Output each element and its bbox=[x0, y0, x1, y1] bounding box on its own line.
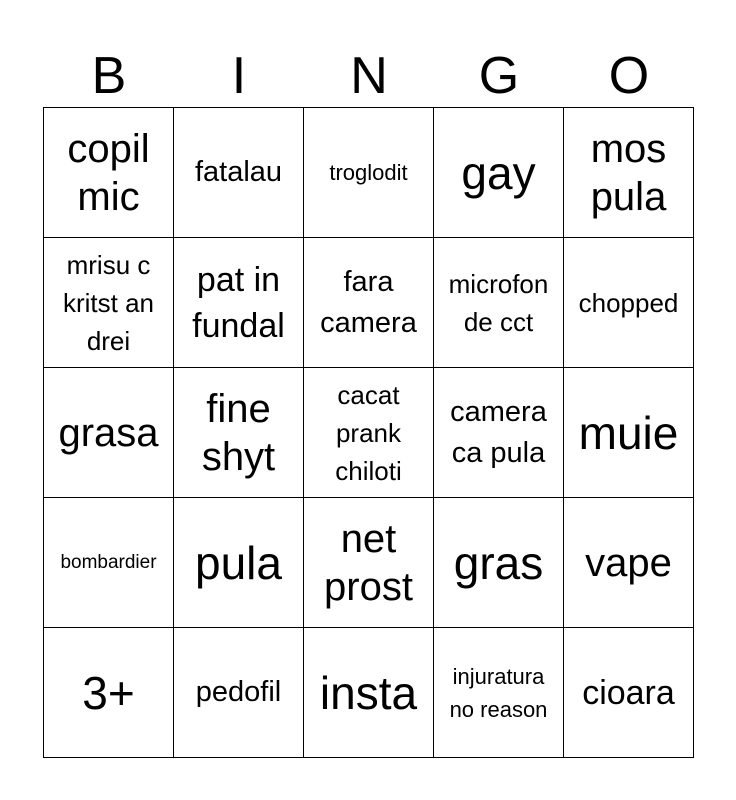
header-letter-g: G bbox=[478, 47, 520, 105]
cell-text: pedofil bbox=[195, 676, 282, 708]
cell-text: microfon de cct bbox=[448, 268, 549, 337]
cell-text: net prost bbox=[324, 516, 413, 609]
cell-text: 3+ bbox=[82, 666, 135, 719]
cell-text: troglodit bbox=[329, 160, 408, 185]
cell-text: camera ca pula bbox=[450, 395, 547, 469]
bingo-cell[interactable] bbox=[564, 108, 694, 238]
bingo-cell[interactable] bbox=[44, 108, 174, 238]
cell-text: mrisu ckritst andrei bbox=[62, 249, 155, 356]
cell-text: gay bbox=[461, 146, 536, 199]
bingo-cell[interactable] bbox=[564, 238, 694, 368]
cell-text: insta bbox=[319, 666, 418, 719]
cell-text: injuratura no reason bbox=[449, 663, 548, 722]
bingo-cell[interactable] bbox=[304, 498, 434, 628]
bingo-cell[interactable] bbox=[434, 498, 564, 628]
cell-text: gras bbox=[453, 536, 544, 589]
bingo-cell[interactable] bbox=[434, 108, 564, 238]
header-letter-i: I bbox=[231, 47, 247, 105]
cell-text: fine shyt bbox=[201, 386, 276, 479]
cell-text: bombardier bbox=[60, 551, 157, 573]
bingo-cell[interactable] bbox=[44, 498, 174, 628]
bingo-cell[interactable] bbox=[44, 628, 174, 758]
bingo-cell[interactable] bbox=[44, 368, 174, 498]
bingo-cell[interactable] bbox=[434, 368, 564, 498]
bingo-cell[interactable] bbox=[564, 368, 694, 498]
bingo-header bbox=[44, 44, 694, 108]
cell-text: muie bbox=[578, 406, 679, 459]
cell-text: cioara bbox=[582, 673, 675, 712]
cell-text: vape bbox=[585, 540, 672, 585]
bingo-cell[interactable] bbox=[304, 238, 434, 368]
cell-text: pat in fundal bbox=[192, 260, 285, 345]
bingo-cell[interactable] bbox=[174, 108, 304, 238]
bingo-cell[interactable] bbox=[44, 238, 174, 368]
bingo-cell[interactable] bbox=[174, 368, 304, 498]
bingo-cell[interactable] bbox=[304, 108, 434, 238]
bingo-cell[interactable] bbox=[174, 628, 304, 758]
cell-text: copil mic bbox=[67, 126, 150, 219]
cell-text: pula bbox=[195, 536, 282, 589]
bingo-cell[interactable] bbox=[174, 498, 304, 628]
bingo-cell[interactable] bbox=[564, 628, 694, 758]
cell-text: fara camera bbox=[320, 265, 417, 339]
bingo-cell[interactable] bbox=[434, 238, 564, 368]
bingo-cell[interactable] bbox=[304, 628, 434, 758]
cell-text: cacat prank chiloti bbox=[335, 379, 402, 486]
bingo-cell[interactable] bbox=[304, 368, 434, 498]
cell-text: fatalau bbox=[194, 156, 283, 188]
header-letter-o: O bbox=[608, 47, 650, 105]
cell-text: mos pula bbox=[590, 126, 667, 219]
cell-text: chopped bbox=[578, 287, 679, 318]
cell-text: grasa bbox=[58, 410, 159, 455]
bingo-cell[interactable] bbox=[434, 628, 564, 758]
header-letter-n: N bbox=[350, 47, 388, 105]
bingo-cell[interactable] bbox=[174, 238, 304, 368]
header-letter-b: B bbox=[91, 47, 127, 105]
bingo-cell[interactable] bbox=[564, 498, 694, 628]
bingo-board bbox=[43, 107, 694, 758]
